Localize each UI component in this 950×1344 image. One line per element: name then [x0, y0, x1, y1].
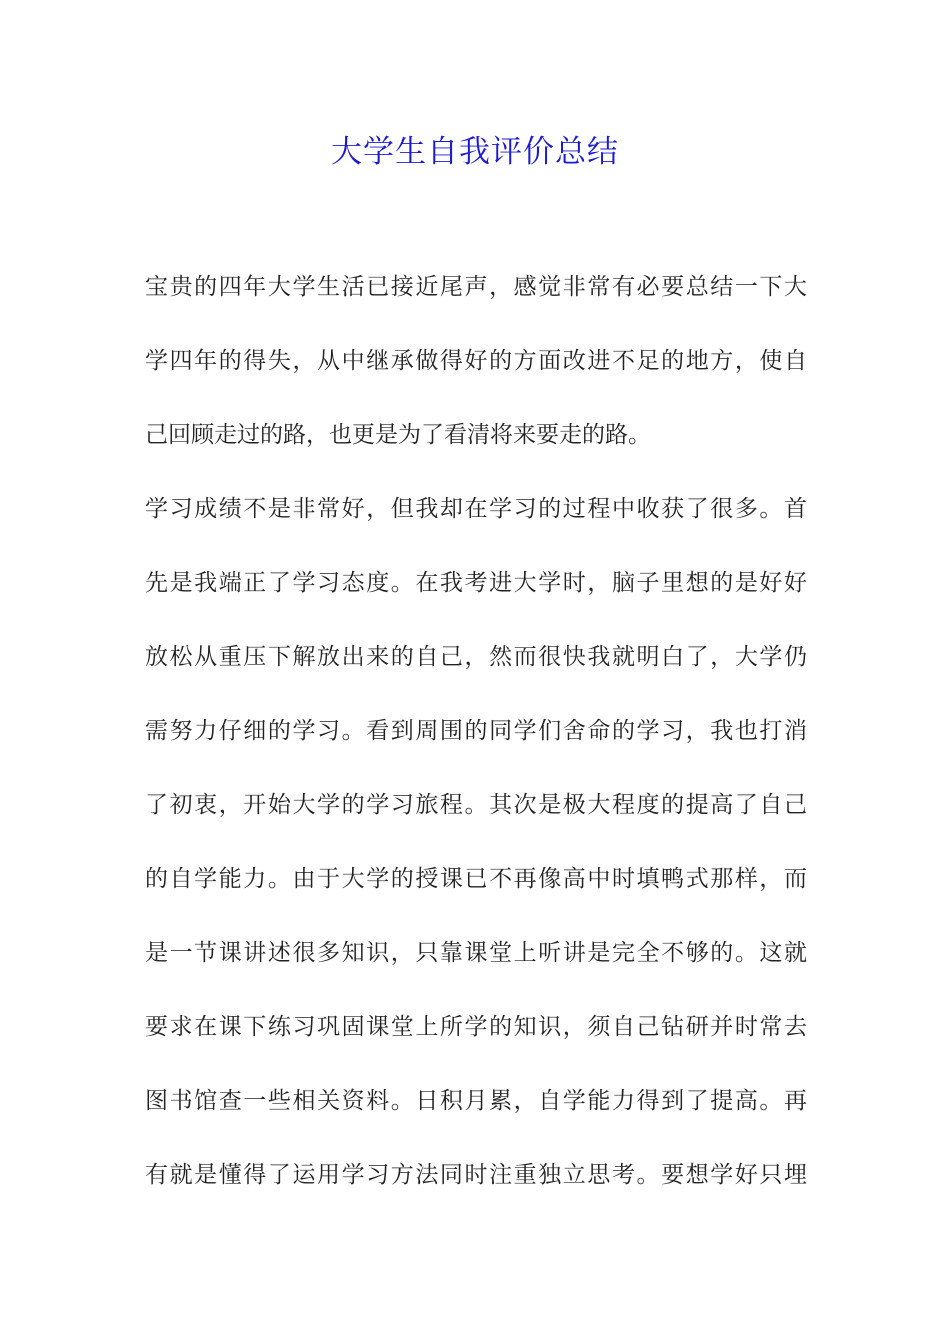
- paragraph-2-line-1: 学习成绩不是非常好，但我却在学习的过程中收获了很多。首: [145, 496, 807, 522]
- paragraph-1: [145, 250, 807, 472]
- document-title: 大学生自我评价总结: [331, 134, 619, 170]
- paragraph-2: [145, 472, 807, 1212]
- paragraph-2-line-4: 需努力仔细的学习。看到周围的同学们舍命的学习，我也打消: [145, 718, 807, 744]
- paragraph-2-line-2: 先是我端正了学习态度。在我考进大学时，脑子里想的是好好: [145, 570, 807, 596]
- paragraph-1-line-2: 学四年的得失，从中继承做得好的方面改进不足的地方，使自: [145, 348, 807, 374]
- paragraph-2-line-6: 的自学能力。由于大学的授课已不再像高中时填鸭式那样，而: [145, 866, 807, 892]
- document-body: [145, 250, 807, 1212]
- paragraph-1-line-1: 宝贵的四年大学生活已接近尾声，感觉非常有必要总结一下大: [145, 274, 807, 300]
- paragraph-2-line-8: 要求在课下练习巩固课堂上所学的知识，须自己钻研并时常去: [145, 1014, 807, 1040]
- paragraph-1-line-3: 己回顾走过的路，也更是为了看清将来要走的路。: [145, 422, 651, 448]
- paragraph-2-line-5: 了初衷，开始大学的学习旅程。其次是极大程度的提高了自己: [145, 792, 807, 818]
- paragraph-2-line-10: 有就是懂得了运用学习方法同时注重独立思考。要想学好只埋: [145, 1162, 807, 1188]
- paragraph-2-line-3: 放松从重压下解放出来的自己，然而很快我就明白了，大学仍: [145, 644, 807, 670]
- paragraph-2-line-7: 是一节课讲述很多知识，只靠课堂上听讲是完全不够的。这就: [145, 940, 807, 966]
- paragraph-2-line-9: 图书馆查一些相关资料。日积月累，自学能力得到了提高。再: [145, 1088, 807, 1114]
